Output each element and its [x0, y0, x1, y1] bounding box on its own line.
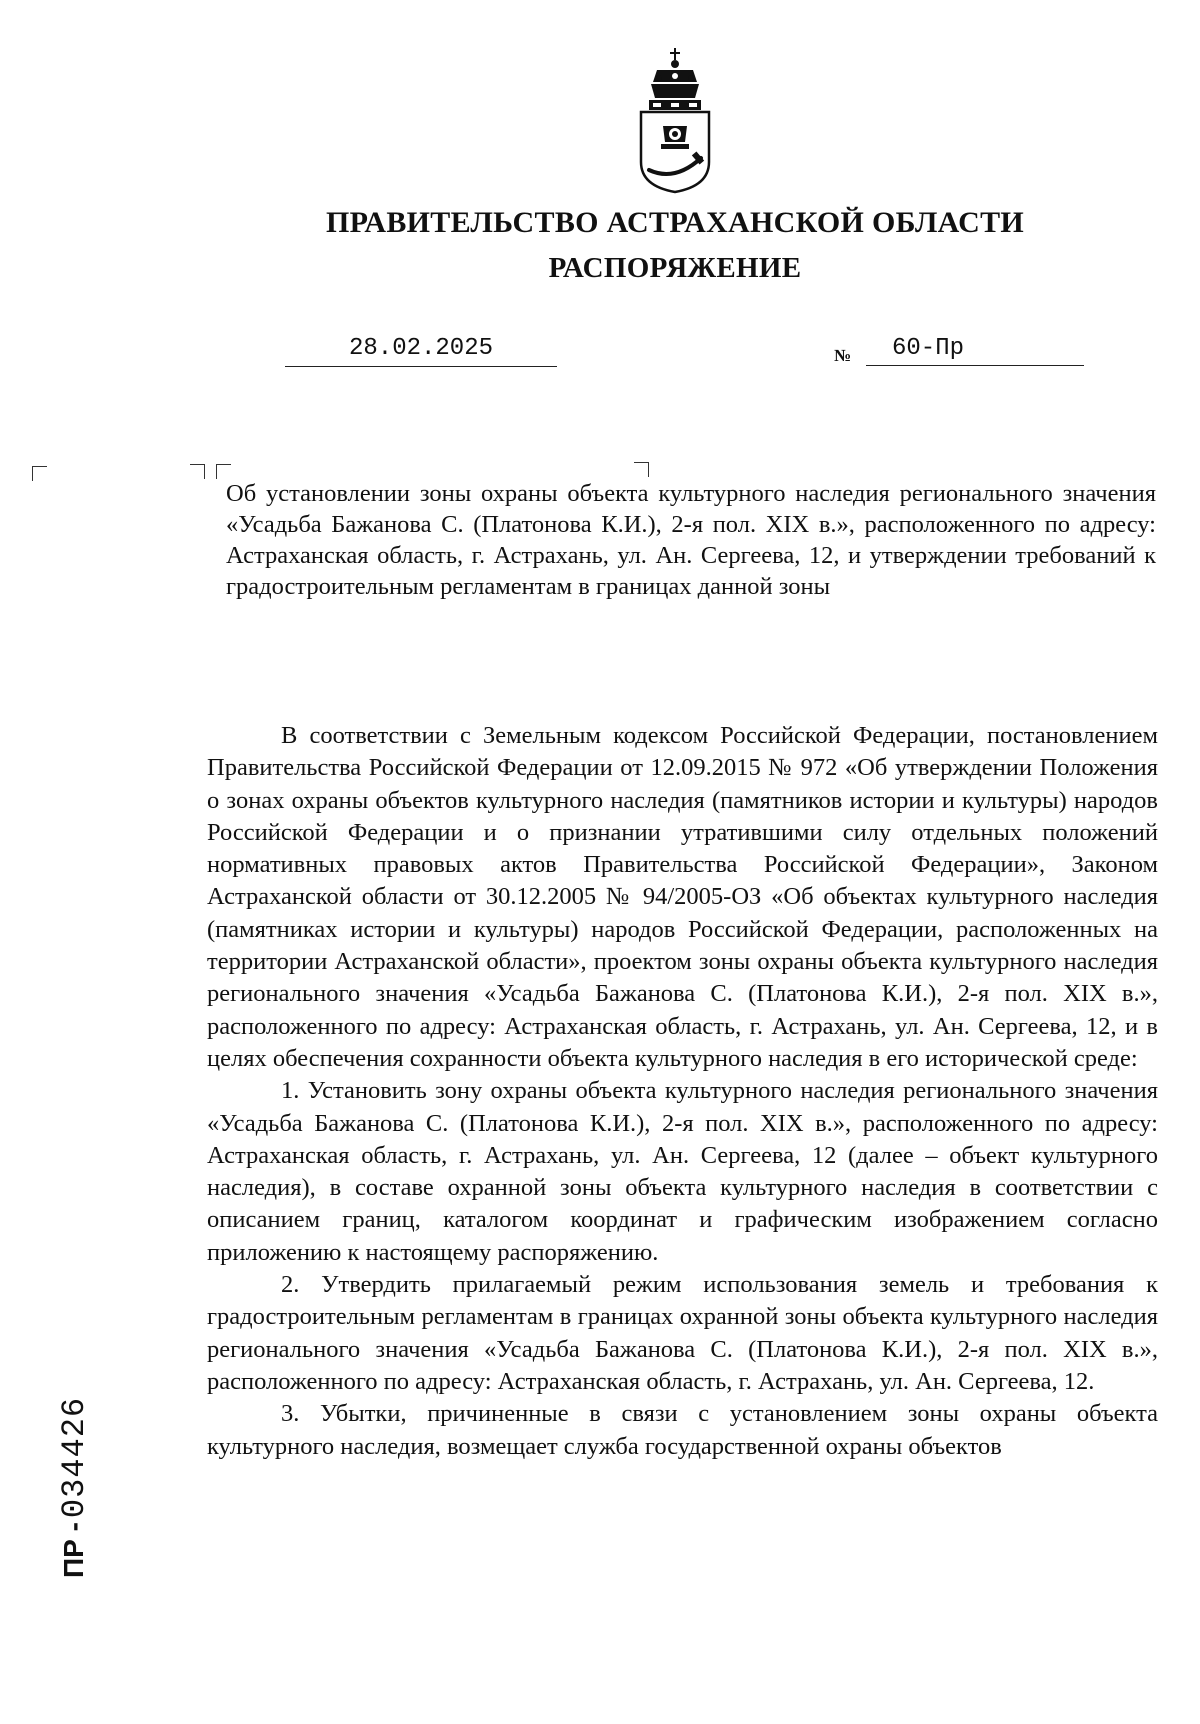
document-date-field: 28.02.2025	[285, 334, 557, 367]
preamble-paragraph: В соответствии с Земельным кодексом Российской Федерации, постановлением Правительства Российской Федерации от 12.09.2015 № 972 «Об утверждении Положения о зонах охраны объектов культурного наследия (памятников истории и культуры) народов Российской Федерации и о признании утратившими силу отдельных положений нормативных правовых актов Правительства Российской Федерации», Законом Астраханской области от 30.12.2005 № 94/2005-ОЗ «Об объектах культурного наследия (памятниках истории и культуры) народов Российской Федерации, расположенных на территории Астраханской области», проектом зоны охраны объекта культурного наследия регионального значения «Усадьба Бажанова С. (Платонова К.И.), 2-я пол. XIX в.», расположенного по адресу: Астраханская область, г. Астрахань, ул. Ан. Сергеева, 12, и в целях обеспечения сохранности объекта культурного наследия в его исторической среде:	[207, 722, 1158, 1072]
document-number-field: 60-Пр	[866, 334, 1084, 366]
item-3-paragraph: 3. Убытки, причиненные в связи с установлением зоны охраны объекта культурного наследия, возмещает служба государственной охраны объектов	[207, 1400, 1158, 1460]
serial-prefix: ПР -	[58, 1522, 89, 1578]
document-type-title: РАСПОРЯЖЕНИЕ	[548, 252, 802, 284]
item-2-paragraph: 2. Утвердить прилагаемый режим использования земель и требования к градостроительным регламентам в границах охранной зоны объекта культурного наследия регионального значения «Усадьба Бажанова С. (Платонова К.И.), 2-я пол. XIX в.», расположенного по адресу: Астраханская область, г. Астрахань, ул. Ан. Сергеева, 12.	[207, 1271, 1158, 1395]
serial-stamp	[56, 1397, 93, 1578]
subject-bracket-corner	[216, 464, 231, 479]
document-subject: Об установлении зоны охраны объекта культурного наследия регионального значения «Усадьба Бажанова С. (Платонова К.И.), 2-я пол. XIX в.», расположенного по адресу: Астраханская область, г. Астрахань, ул. Ан. Сергеева, 12, и утверждении требований к градостроительным регламентам в границах данной зоны	[226, 480, 1156, 600]
coat-of-arms-icon	[635, 46, 715, 194]
organization-title: ПРАВИТЕЛЬСТВО АСТРАХАНСКОЙ ОБЛАСТИ	[325, 206, 1025, 239]
subject-bracket-corner	[190, 464, 205, 479]
document-body	[207, 720, 1158, 1463]
item-1-paragraph: 1. Установить зону охраны объекта культурного наследия регионального значения «Усадьба Бажанова С. (Платонова К.И.), 2-я пол. XIX в.», расположенного по адресу: Астраханская область, г. Астрахань, ул. Ан. Сергеева, 12 (далее – объект культурного наследия), в составе охранной зоны объекта культурного наследия в соответствии с описанием границ, каталогом координат и графическим изображением согласно приложению к настоящему распоряжению.	[207, 1077, 1158, 1266]
subject-bracket-corner	[634, 462, 649, 477]
document-number-label: №	[834, 346, 852, 365]
subject-bracket-corner	[32, 466, 47, 481]
serial-number: 034426	[56, 1396, 93, 1519]
